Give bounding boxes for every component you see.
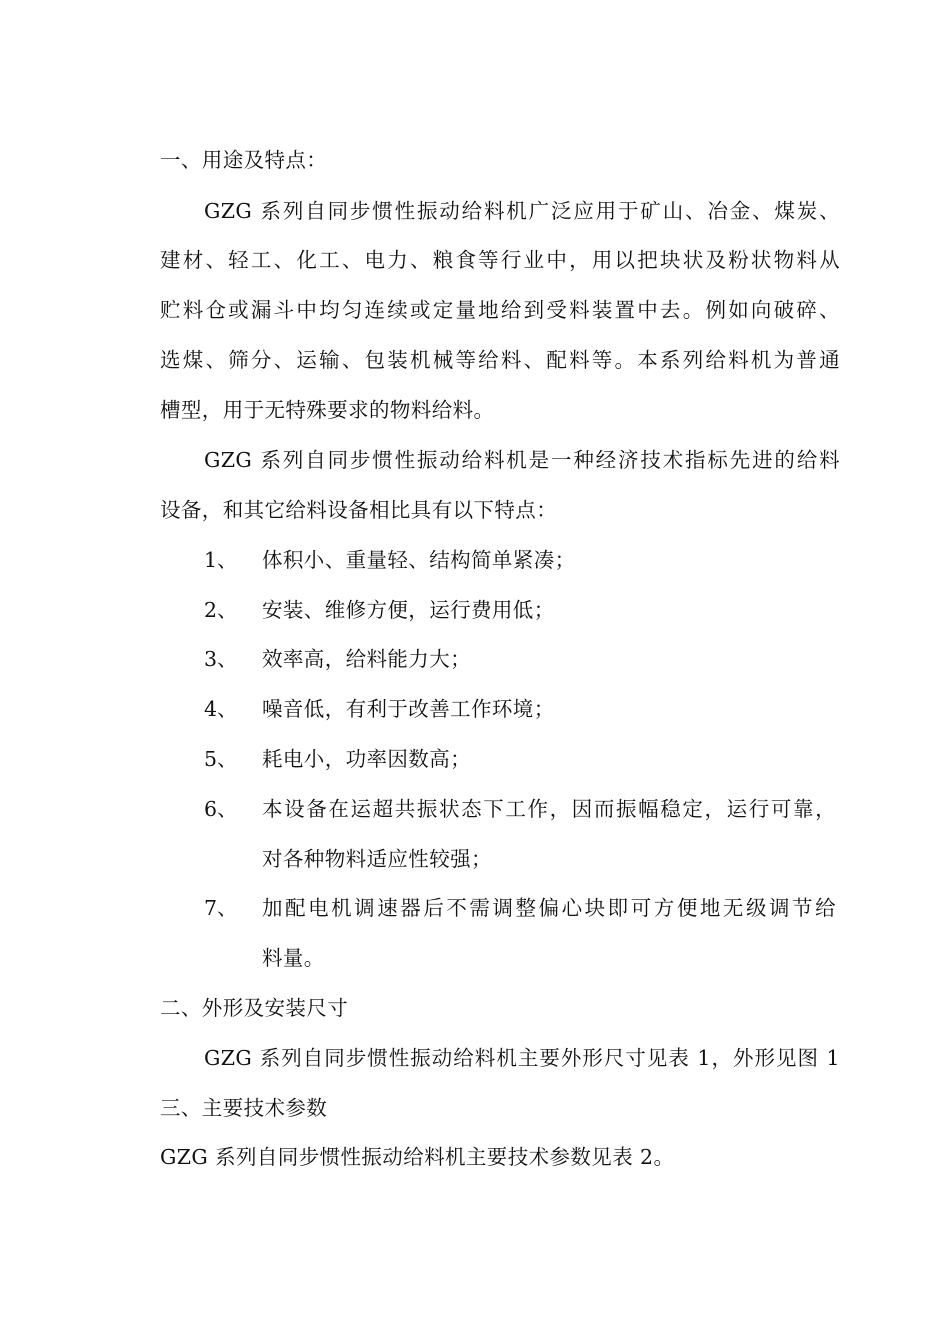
feature-7-text-line-2: 料量。 <box>262 946 325 970</box>
feature-1-number: 1、 <box>204 548 238 572</box>
feature-3-text: 效率高，给料能力大； <box>262 647 471 671</box>
section3-heading: 三、主要技术参数 <box>160 1096 328 1120</box>
section3-paragraph: GZG 系列自同步惯性振动给料机主要技术参数见表 2。 <box>160 1145 675 1169</box>
feature-3-number: 3、 <box>204 647 238 671</box>
paragraph1-line-2: 建材、轻工、化工、电力、粮食等行业中，用以把块状及粉状物料从 <box>160 248 840 272</box>
paragraph2-line-2: 设备，和其它给料设备相比具有以下特点： <box>160 498 558 522</box>
feature-6-text-line-2: 对各种物料适应性较强； <box>262 847 492 871</box>
feature-2-text: 安装、维修方便，运行费用低； <box>262 598 555 622</box>
feature-5-number: 5、 <box>204 747 238 771</box>
paragraph1-line-1: GZG 系列自同步惯性振动给料机广泛应用于矿山、冶金、煤炭、 <box>204 199 840 223</box>
paragraph1-line-3: 贮料仓或漏斗中均匀连续或定量地给到受料装置中去。例如向破碎、 <box>160 298 840 322</box>
section1-heading: 一、用途及特点： <box>160 148 328 172</box>
feature-2-number: 2、 <box>204 598 238 622</box>
feature-1-text: 体积小、重量轻、结构简单紧凑； <box>262 548 576 572</box>
feature-6-text-line-1: 本设备在运超共振状态下工作，因而振幅稳定，运行可靠， <box>262 797 836 821</box>
paragraph1-line-5: 槽型，用于无特殊要求的物料给料。 <box>160 398 495 422</box>
feature-6-number: 6、 <box>204 797 238 821</box>
section2-paragraph: GZG 系列自同步惯性振动给料机主要外形尺寸见表 1，外形见图 1 <box>204 1046 840 1070</box>
paragraph2-line-1: GZG 系列自同步惯性振动给料机是一种经济技术指标先进的给料 <box>204 448 840 472</box>
section2-heading: 二、外形及安装尺寸 <box>160 996 349 1020</box>
feature-5-text: 耗电小，功率因数高； <box>262 747 471 771</box>
feature-7-number: 7、 <box>204 896 238 920</box>
paragraph1-line-4: 选煤、筛分、运输、包装机械等给料、配料等。本系列给料机为普通 <box>160 348 840 372</box>
feature-4-number: 4、 <box>204 697 238 721</box>
feature-7-text-line-1: 加配电机调速器后不需调整偏心块即可方便地无级调节给 <box>262 896 836 920</box>
feature-4-text: 噪音低，有利于改善工作环境； <box>262 697 555 721</box>
